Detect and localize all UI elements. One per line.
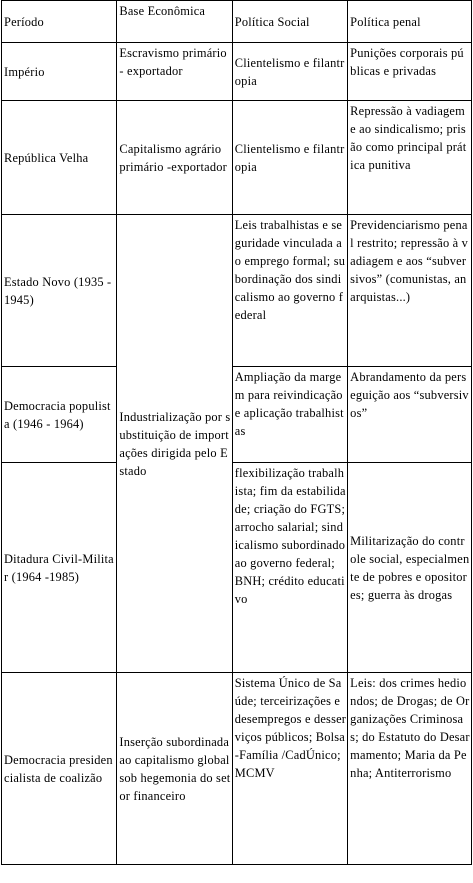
table-row bbox=[2, 367, 472, 463]
cell-penal: Militarização do controle social, especialmente de pobres e opositores; guerra às drogas bbox=[348, 463, 472, 673]
cell-social: Sistema Único de Saúde; terceirizações e desempregos e desserviços públicos; Bolsa -Família /CadÚnico; MCMV bbox=[232, 673, 347, 865]
cell-penal: Abrandamento da perseguição aos “subversivos” bbox=[348, 367, 472, 463]
cell-periodo: Ditadura Civil-Militar (1964 -1985) bbox=[2, 463, 117, 673]
table-row bbox=[2, 463, 472, 673]
cell-social: Ampliação da margem para reivindicação e aplicação trabalhistas bbox=[232, 367, 347, 463]
cell-economica: Inserção subordinada ao capitalismo global sob hegemonia do setor financeiro bbox=[117, 673, 232, 865]
header-politica-social: Política Social bbox=[232, 1, 347, 43]
cell-periodo: Estado Novo (1935 - 1945) bbox=[2, 215, 117, 367]
cell-economica-merged: Industrialização por substituição de importações dirigida pelo Estado bbox=[117, 215, 232, 673]
cell-economica: Escravismo primário - exportador bbox=[117, 43, 232, 101]
cell-periodo: Democracia presidencialista de coalizão bbox=[2, 673, 117, 865]
cell-penal: Repressão à vadiagem e ao sindicalismo; prisão como principal prática punitiva bbox=[348, 101, 472, 215]
cell-periodo: República Velha bbox=[2, 101, 117, 215]
cell-periodo: Império bbox=[2, 43, 117, 101]
header-base-economica: Base Econômica bbox=[117, 1, 232, 43]
table-row bbox=[2, 43, 472, 101]
table-row bbox=[2, 673, 472, 865]
header-row bbox=[2, 1, 472, 43]
table-row bbox=[2, 215, 472, 367]
table-row bbox=[2, 101, 472, 215]
cell-periodo: Democracia populista (1946 - 1964) bbox=[2, 367, 117, 463]
cell-social: flexibilização trabalhista; fim da estabilidade; criação do FGTS; arrocho salarial; sindicalismo subordinado ao governo federal; BNH; crédito educativo bbox=[232, 463, 347, 673]
header-periodo: Período bbox=[2, 1, 117, 43]
header-politica-penal: Política penal bbox=[348, 1, 472, 43]
cell-social: Leis trabalhistas e seguridade vinculada ao emprego formal; subordinação dos sindicalismo ao governo federal bbox=[232, 215, 347, 367]
cell-penal: Previdenciarismo penal restrito; repressão à vadiagem e aos “subversivos” (comunistas, anarquistas...) bbox=[348, 215, 472, 367]
politics-table bbox=[1, 0, 472, 865]
cell-penal: Leis: dos crimes hediondos; de Drogas; de Organizações Criminosas; do Estatuto do Desarmamento; Maria da Penha; Antiterrorismo bbox=[348, 673, 472, 865]
cell-social: Clientelismo e filantropia bbox=[232, 101, 347, 215]
cell-penal: Punições corporais públicas e privadas bbox=[348, 43, 472, 101]
cell-social: Clientelismo e filantropia bbox=[232, 43, 347, 101]
cell-economica: Capitalismo agrário primário -exportador bbox=[117, 101, 232, 215]
